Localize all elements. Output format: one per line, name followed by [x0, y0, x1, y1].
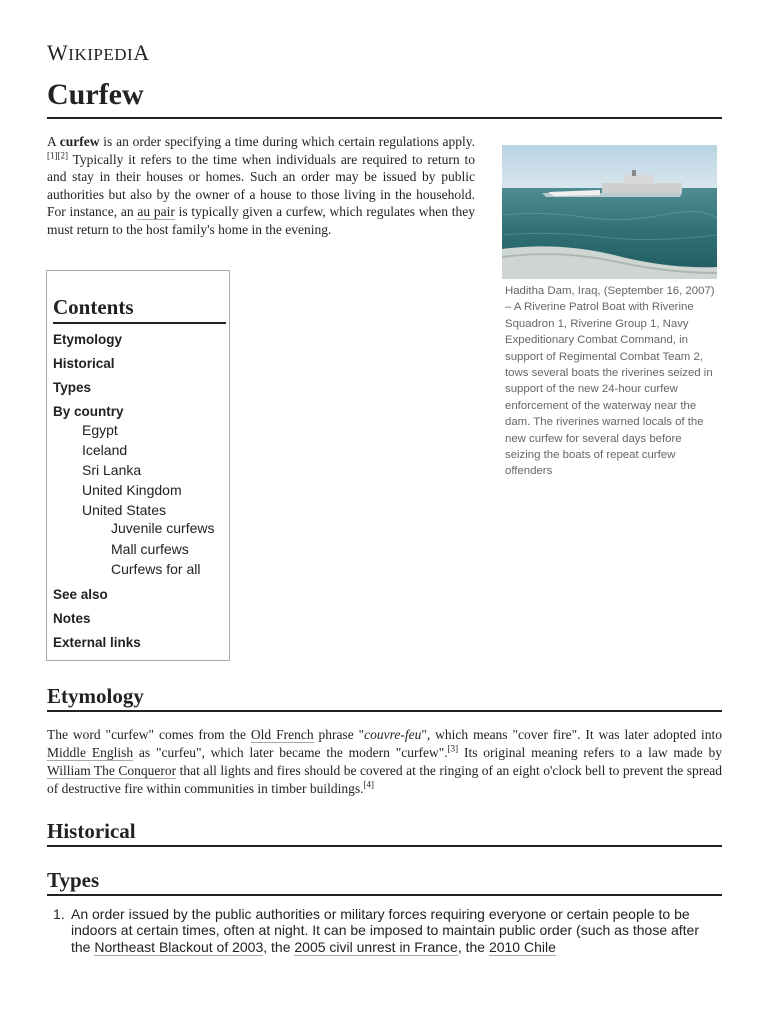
etymology-text: phrase ": [313, 727, 365, 742]
reference-4[interactable]: [4]: [363, 779, 374, 790]
reference-3[interactable]: [3]: [447, 743, 459, 754]
toc-item-mall-curfews[interactable]: Mall curfews: [111, 541, 189, 557]
figure-riverine-boat: [502, 145, 717, 480]
toc-item-by-country[interactable]: By country: [53, 404, 124, 419]
title-divider: [47, 117, 722, 119]
etymology-divider: [47, 710, 722, 712]
intro-text: is an order specifying a time during which certain regulations apply.: [99, 134, 475, 149]
figure-caption: Haditha Dam, Iraq, (September 16, 2007) – A Riverine Patrol Boat with Riverine Squadron 1, Riverine Group 1, Navy Expeditionary Combat Command, in support of Regimental Combat Team 2, tows several boats the riverines seized in support of the new 24-hour curfew enforcement of the waterway near the dam. The riverines warned locals of the new curfew for several days before seizing the boats of repeat curfew offenders: [505, 285, 715, 478]
link-middle-english[interactable]: Middle English: [47, 745, 134, 760]
toc-item-egypt[interactable]: Egypt: [82, 422, 118, 438]
heading-etymology: Etymology: [47, 684, 144, 708]
etymology-text: Its original meaning refers to a law made by: [458, 745, 722, 760]
toc-item-see-also[interactable]: See also: [53, 587, 108, 602]
toc-divider: [53, 322, 226, 324]
wikipedia-logo[interactable]: WIKIPEDIA: [47, 40, 150, 65]
intro-paragraph: [47, 133, 475, 239]
heading-historical: Historical: [47, 819, 136, 843]
toc-item-curfews-for-all[interactable]: Curfews for all: [111, 561, 201, 577]
types-divider: [47, 894, 722, 896]
toc-item-iceland[interactable]: Iceland: [82, 442, 128, 458]
toc-title: Contents: [53, 295, 134, 319]
link-old-french[interactable]: Old French: [250, 727, 314, 742]
types-list: [47, 906, 722, 955]
etymology-text: The word "curfew" comes from the: [47, 727, 251, 742]
toc-item-united-kingdom[interactable]: United Kingdom: [82, 482, 182, 498]
toc-item-etymology[interactable]: Etymology: [53, 332, 123, 347]
reference-2[interactable]: [2]: [57, 150, 68, 161]
link-william-the-conqueror[interactable]: William The Conqueror: [47, 763, 177, 778]
toc-item-historical[interactable]: Historical: [53, 356, 115, 371]
etymology-paragraph: [47, 726, 722, 798]
toc-item-united-states[interactable]: United States: [82, 502, 167, 518]
toc-item-sri-lanka[interactable]: Sri Lanka: [82, 462, 142, 478]
intro-text: is typically given a curfew, which regulates when they must return to the host family's home in the evening.: [47, 204, 475, 237]
page-title: Curfew: [47, 78, 144, 111]
etymology-text: ", which means "cover fire". It was later adopted into: [421, 727, 723, 742]
list-item-number: 1.: [53, 906, 65, 922]
toc-item-juvenile-curfews[interactable]: Juvenile curfews: [111, 520, 215, 536]
riverine-boat-image[interactable]: [502, 145, 717, 279]
term-couvre-feu: couvre-feu: [364, 727, 422, 742]
link-northeast-blackout-2003[interactable]: Northeast Blackout of 2003: [94, 938, 264, 955]
etymology-text: that all lights and fires should be covered at the ringing of an eight o'clock bell to prevent the spread of destructive fire within communities in timber buildings.: [47, 763, 722, 796]
reference-1[interactable]: [1]: [47, 150, 58, 161]
link-2010-chile[interactable]: 2010 Chile: [488, 938, 556, 955]
list-item-text: An order issued by the public authorities or military forces requiring everyone or certain people to be indoors at certain times, often at night. It can be imposed to maintain public order (such as those after the: [71, 906, 700, 955]
toc-item-external-links[interactable]: External links: [53, 635, 141, 650]
term-curfew: curfew: [59, 134, 100, 149]
historical-divider: [47, 845, 722, 847]
heading-types: Types: [47, 868, 100, 892]
list-item-text: , the: [263, 938, 295, 955]
table-of-contents: [46, 270, 230, 661]
etymology-text: as "curfeu", which later became the modern "curfew".: [133, 745, 448, 760]
intro-text: Typically it refers to the time when individuals are required to return to and stay in their houses or homes. Such an order may be issued by public authorities but also by the owner of a house to those living in the household. For instance, an: [47, 151, 475, 220]
list-item-text: , the: [457, 938, 489, 955]
intro-text: A: [47, 134, 60, 149]
list-item: [71, 906, 722, 955]
toc-item-types[interactable]: Types: [53, 380, 92, 395]
link-2005-civil-unrest-france[interactable]: 2005 civil unrest in France: [294, 938, 458, 955]
link-au-pair[interactable]: au pair: [137, 204, 175, 220]
toc-item-notes[interactable]: Notes: [53, 611, 91, 626]
